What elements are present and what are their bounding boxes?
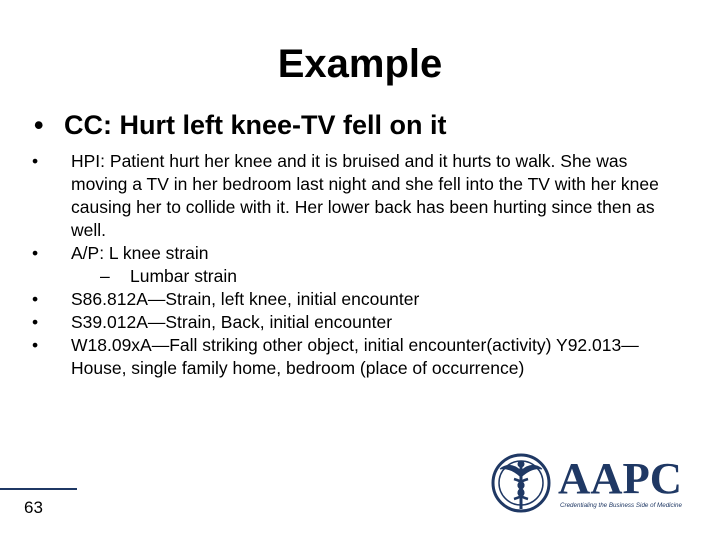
logo-wordmark: AAPC <box>558 454 682 503</box>
s86-text: S86.812A—Strain, left knee, initial encounter <box>71 289 420 309</box>
bullet-icon: • <box>34 110 44 140</box>
s39-text: S39.012A—Strain, Back, initial encounter <box>71 312 393 332</box>
list-item-hpi <box>30 150 680 242</box>
logo-tagline: Credentialing the Business Side of Medicine <box>560 503 683 509</box>
ap-sub-text: Lumbar strain <box>130 266 237 286</box>
list-item-s39 <box>30 311 680 334</box>
list-item-ap <box>30 242 680 265</box>
bullet-list <box>30 150 680 380</box>
list-subitem-lumbar <box>30 265 680 288</box>
page-number: 63 <box>24 498 43 517</box>
bullet-icon: • <box>32 335 39 355</box>
slide-title: Example <box>277 42 443 86</box>
dash-icon: – <box>100 266 110 286</box>
chief-complaint <box>34 110 694 141</box>
aapc-logo <box>486 449 686 521</box>
bullet-icon: • <box>32 243 39 263</box>
caduceus-icon <box>493 455 549 511</box>
chief-complaint-text: CC: Hurt left knee-TV fell on it <box>64 110 447 140</box>
w18-text: W18.09xA—Fall striking other object, initial encounter(activity) Y92.013—House, single family home, bedroom (place of occurrence) <box>71 335 639 378</box>
bullet-icon: • <box>32 151 39 171</box>
ap-text: A/P: L knee strain <box>71 243 209 263</box>
footer-divider <box>0 488 77 490</box>
list-item-w18 <box>30 334 680 380</box>
hpi-text: HPI: Patient hurt her knee and it is bruised and it hurts to walk. She was moving a TV in her bedroom last night and she fell into the TV with her knee causing her to collide with it. Her lower back has been hurting since then as well. <box>71 151 659 240</box>
bullet-icon: • <box>32 312 39 332</box>
bullet-icon: • <box>32 289 39 309</box>
list-item-s86 <box>30 288 680 311</box>
